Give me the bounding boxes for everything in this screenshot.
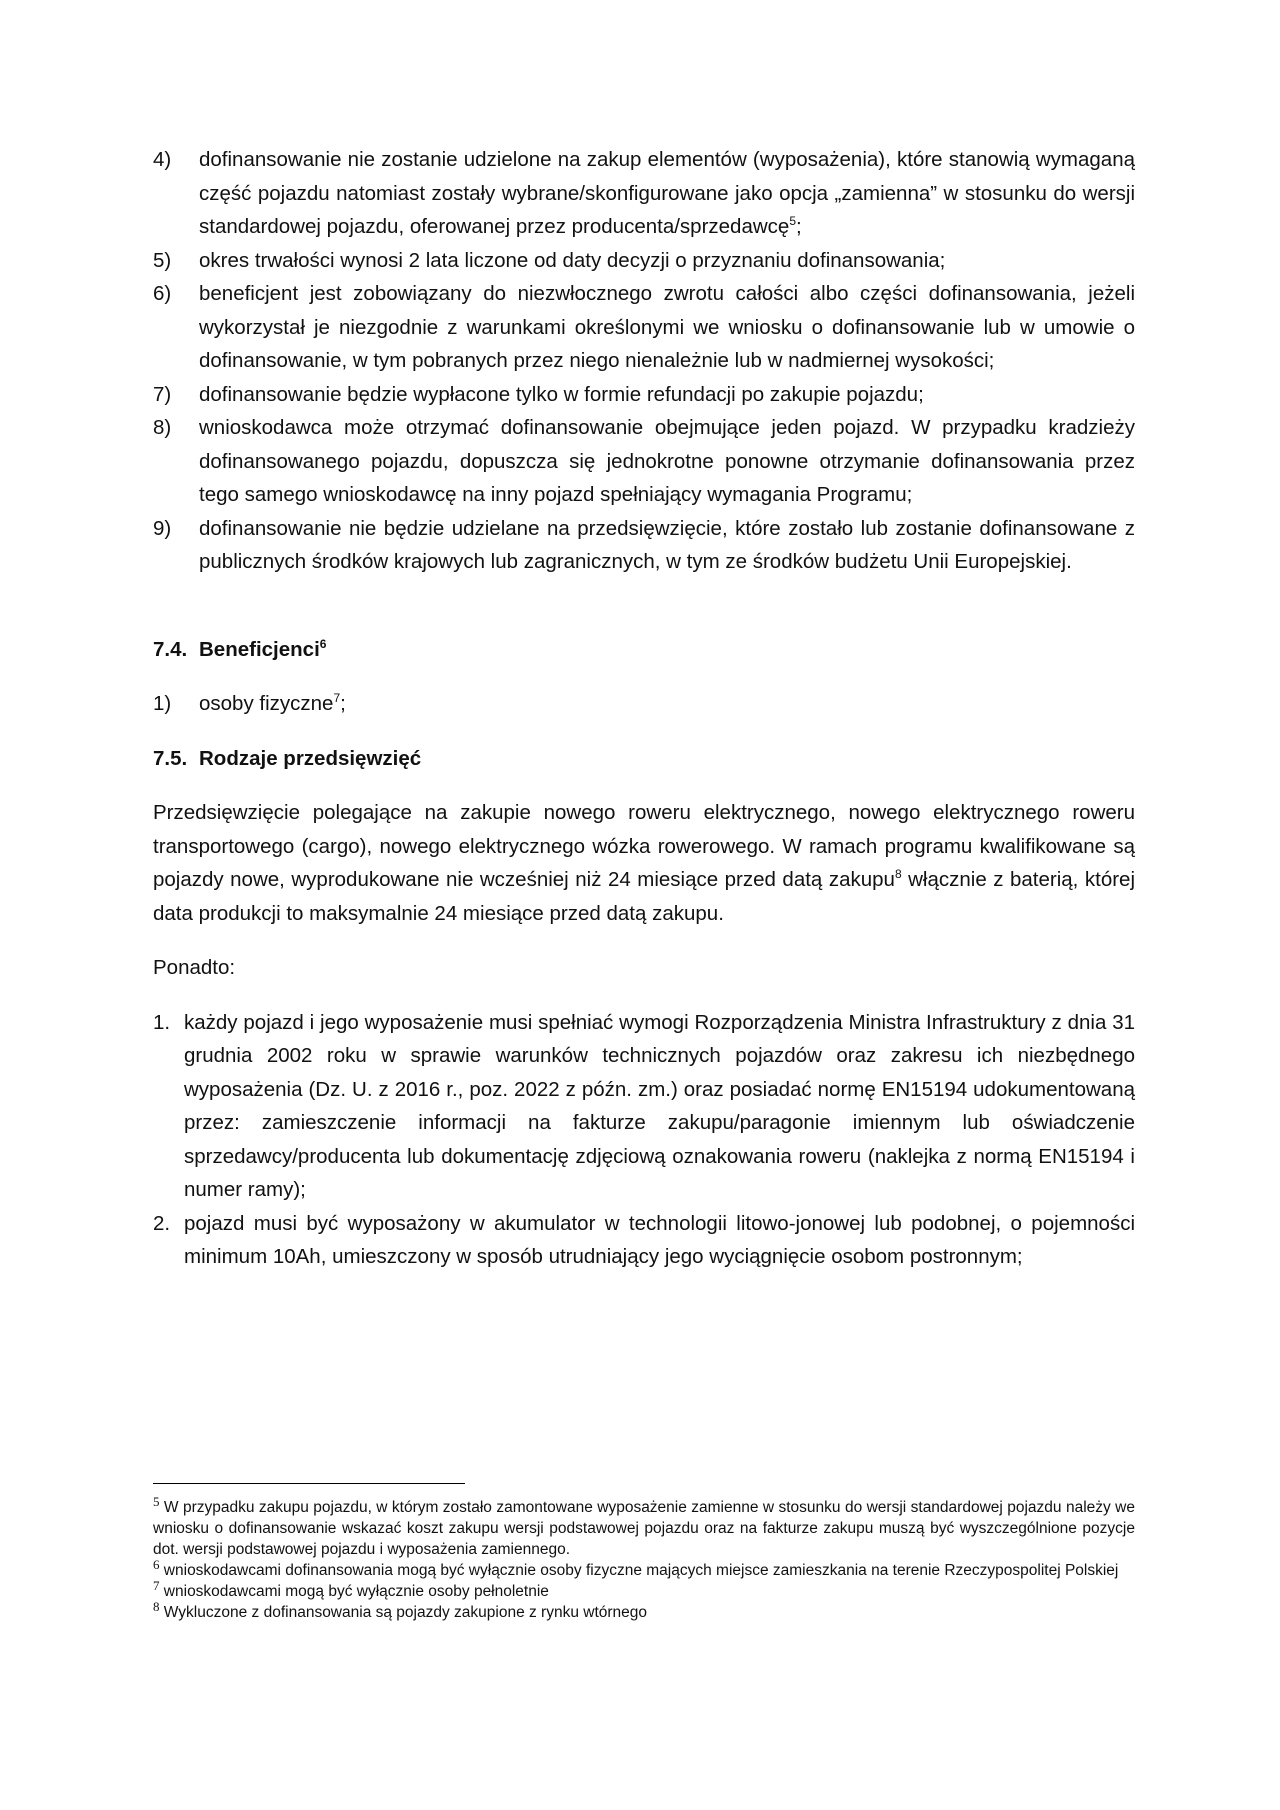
requirements-list <box>153 1006 1135 1274</box>
list-item-number: 2. <box>153 1211 171 1235</box>
footnote-ref[interactable]: 8 <box>894 867 902 882</box>
section-number: 7.4. <box>153 637 188 661</box>
list-item-number: 7) <box>153 382 172 406</box>
beneficiaries-list <box>153 687 1135 721</box>
ponadto-label: Ponadto: <box>153 956 236 979</box>
footnote <box>153 1556 1135 1581</box>
list-item <box>153 1006 1135 1207</box>
paragraph-tail: włącznie z baterią, której data produkcji to maksymalnie 24 miesiące przed datą zakupu. <box>153 868 1136 925</box>
footnote-text: wnioskodawcami mogą być wyłącznie osoby pełnoletnie <box>159 1583 549 1600</box>
list-item <box>153 512 1135 579</box>
page-content <box>153 143 1135 1274</box>
list-item <box>153 1207 1135 1274</box>
footnote-text: W przypadku zakupu pojazdu, w którym zostało zamontowane wyposażenie zamienne w stosunku do wersji standardowej pojazdu należy we wniosku o dofinansowanie wskazać koszt zakupu wersji podstawowej pojazdu oraz na fakturze zakupu muszą być wyszczególnione pozycje dot. wersji podstawowej pojazdu i wyposażenia zamiennego. <box>153 1499 1135 1558</box>
footnote <box>153 1577 1135 1602</box>
section-title: Beneficjenci <box>199 637 320 661</box>
footnote-ref[interactable]: 5 <box>789 214 796 229</box>
footnote-separator <box>153 1483 465 1484</box>
footnotes <box>153 1493 1135 1623</box>
paragraph-text: Przedsięwzięcie polegające na zakupie nowego roweru elektrycznego, nowego elektrycznego roweru transportowego (cargo), nowego elektrycznego wózka rowerowego. W ramach programu kwalifikowane są pojazdy nowe, wyprodukowane nie wcześniej niż 24 miesiące przed datą zakupu <box>153 801 1135 891</box>
body-paragraph <box>153 796 1135 930</box>
list-item <box>153 378 1135 412</box>
list-item-number: 5) <box>153 248 172 272</box>
list-item <box>153 244 1135 278</box>
footnote-ref[interactable]: 6 <box>319 636 327 651</box>
list-item-number: 6) <box>153 282 172 305</box>
conditions-list <box>153 143 1135 579</box>
footnote-number: 8 <box>153 1598 160 1614</box>
list-item-tail: ; <box>796 215 802 238</box>
list-item-text: dofinansowanie nie zostanie udzielone na zakup elementów (wyposażenia), które stanowią wymaganą część pojazdu natomiast zostały wybrane/skonfigurowane jako opcja „zamienna” w stosunku do wersji standardowej pojazdu, oferowanej przez producenta/sprzedawcę <box>199 148 1135 238</box>
list-item <box>153 411 1135 512</box>
section-number: 7.5. <box>153 746 188 770</box>
list-item <box>153 143 1135 244</box>
footnote-text: wnioskodawcami dofinansowania mogą być wyłącznie osoby fizyczne mających miejsce zamieszkania na terenie Rzeczypospolitej Polskiej <box>159 1562 1119 1579</box>
footnote <box>153 1493 1135 1560</box>
list-item-number: 1. <box>153 1010 171 1034</box>
list-item <box>153 687 1135 721</box>
footnote-number: 5 <box>153 1493 160 1509</box>
section-heading-rodzaje-przedsiewziec <box>153 742 1135 776</box>
list-item-text: okres trwałości wynosi 2 lata liczone od daty decyzji o przyznaniu dofinansowania; <box>199 248 946 272</box>
list-item-number: 8) <box>153 416 172 439</box>
list-item-text: osoby fizyczne <box>199 692 334 715</box>
list-item-number: 9) <box>153 516 172 540</box>
list-item-text: dofinansowanie będzie wypłacone tylko w formie refundacji po zakupie pojazdu; <box>199 382 924 406</box>
footnote <box>153 1598 1135 1623</box>
list-item-text: dofinansowanie nie będzie udzielane na przedsięwzięcie, które zostało lub zostanie dofinansowane z publicznych środków krajowych lub zagranicznych, w tym ze środków budżetu Unii Europejskiej. <box>199 516 1135 573</box>
list-item-number: 4) <box>153 148 172 171</box>
footnote-text: Wykluczone z dofinansowania są pojazdy zakupione z rynku wtórnego <box>159 1604 648 1621</box>
footnote-number: 6 <box>153 1556 160 1572</box>
section-title: Rodzaje przedsięwzięć <box>199 746 422 770</box>
footnote-ref[interactable]: 7 <box>333 691 341 706</box>
list-item-text: beneficjent jest zobowiązany do niezwłocznego zwrotu całości albo części dofinansowania, jeżeli wykorzystał je niezgodnie z warunkami określonymi we wniosku o dofinansowanie lub w umowie o dofinansowanie, w tym pobranych przez niego nienależnie lub w nadmiernej wysokości; <box>199 282 1135 372</box>
list-item-text: wnioskodawca może otrzymać dofinansowanie obejmujące jeden pojazd. W przypadku kradzieży dofinansowanego pojazdu, dopuszcza się jednokrotne ponowne otrzymanie dofinansowania przez tego samego wnioskodawcę na inny pojazd spełniający wymagania Programu; <box>199 416 1135 506</box>
list-item-number: 1) <box>153 692 172 715</box>
footnote-number: 7 <box>153 1577 160 1593</box>
list-item-tail: ; <box>340 692 346 715</box>
section-heading-beneficjenci <box>153 633 1135 667</box>
list-item-text: pojazd musi być wyposażony w akumulator w technologii litowo-jonowej lub podobnej, o pojemności minimum 10Ah, umieszczony w sposób utrudniający jego wyciągnięcie osobom postronnym; <box>184 1211 1135 1268</box>
list-item <box>153 277 1135 378</box>
list-item-text: każdy pojazd i jego wyposażenie musi spełniać wymogi Rozporządzenia Ministra Infrastruktury z dnia 31 grudnia 2002 roku w sprawie warunków technicznych pojazdów oraz zakresu ich niezbędnego wyposażenia (Dz. U. z 2016 r., poz. 2022 z późn. zm.) oraz posiadać normę EN15194 udokumentowaną przez: zamieszczenie informacji na fakturze zakupu/paragonie imiennym lub oświadczenie sprzedawcy/producenta lub dokumentację zdjęciową oznakowania roweru (naklejka z normą EN15194 i numer ramy); <box>184 1010 1135 1201</box>
